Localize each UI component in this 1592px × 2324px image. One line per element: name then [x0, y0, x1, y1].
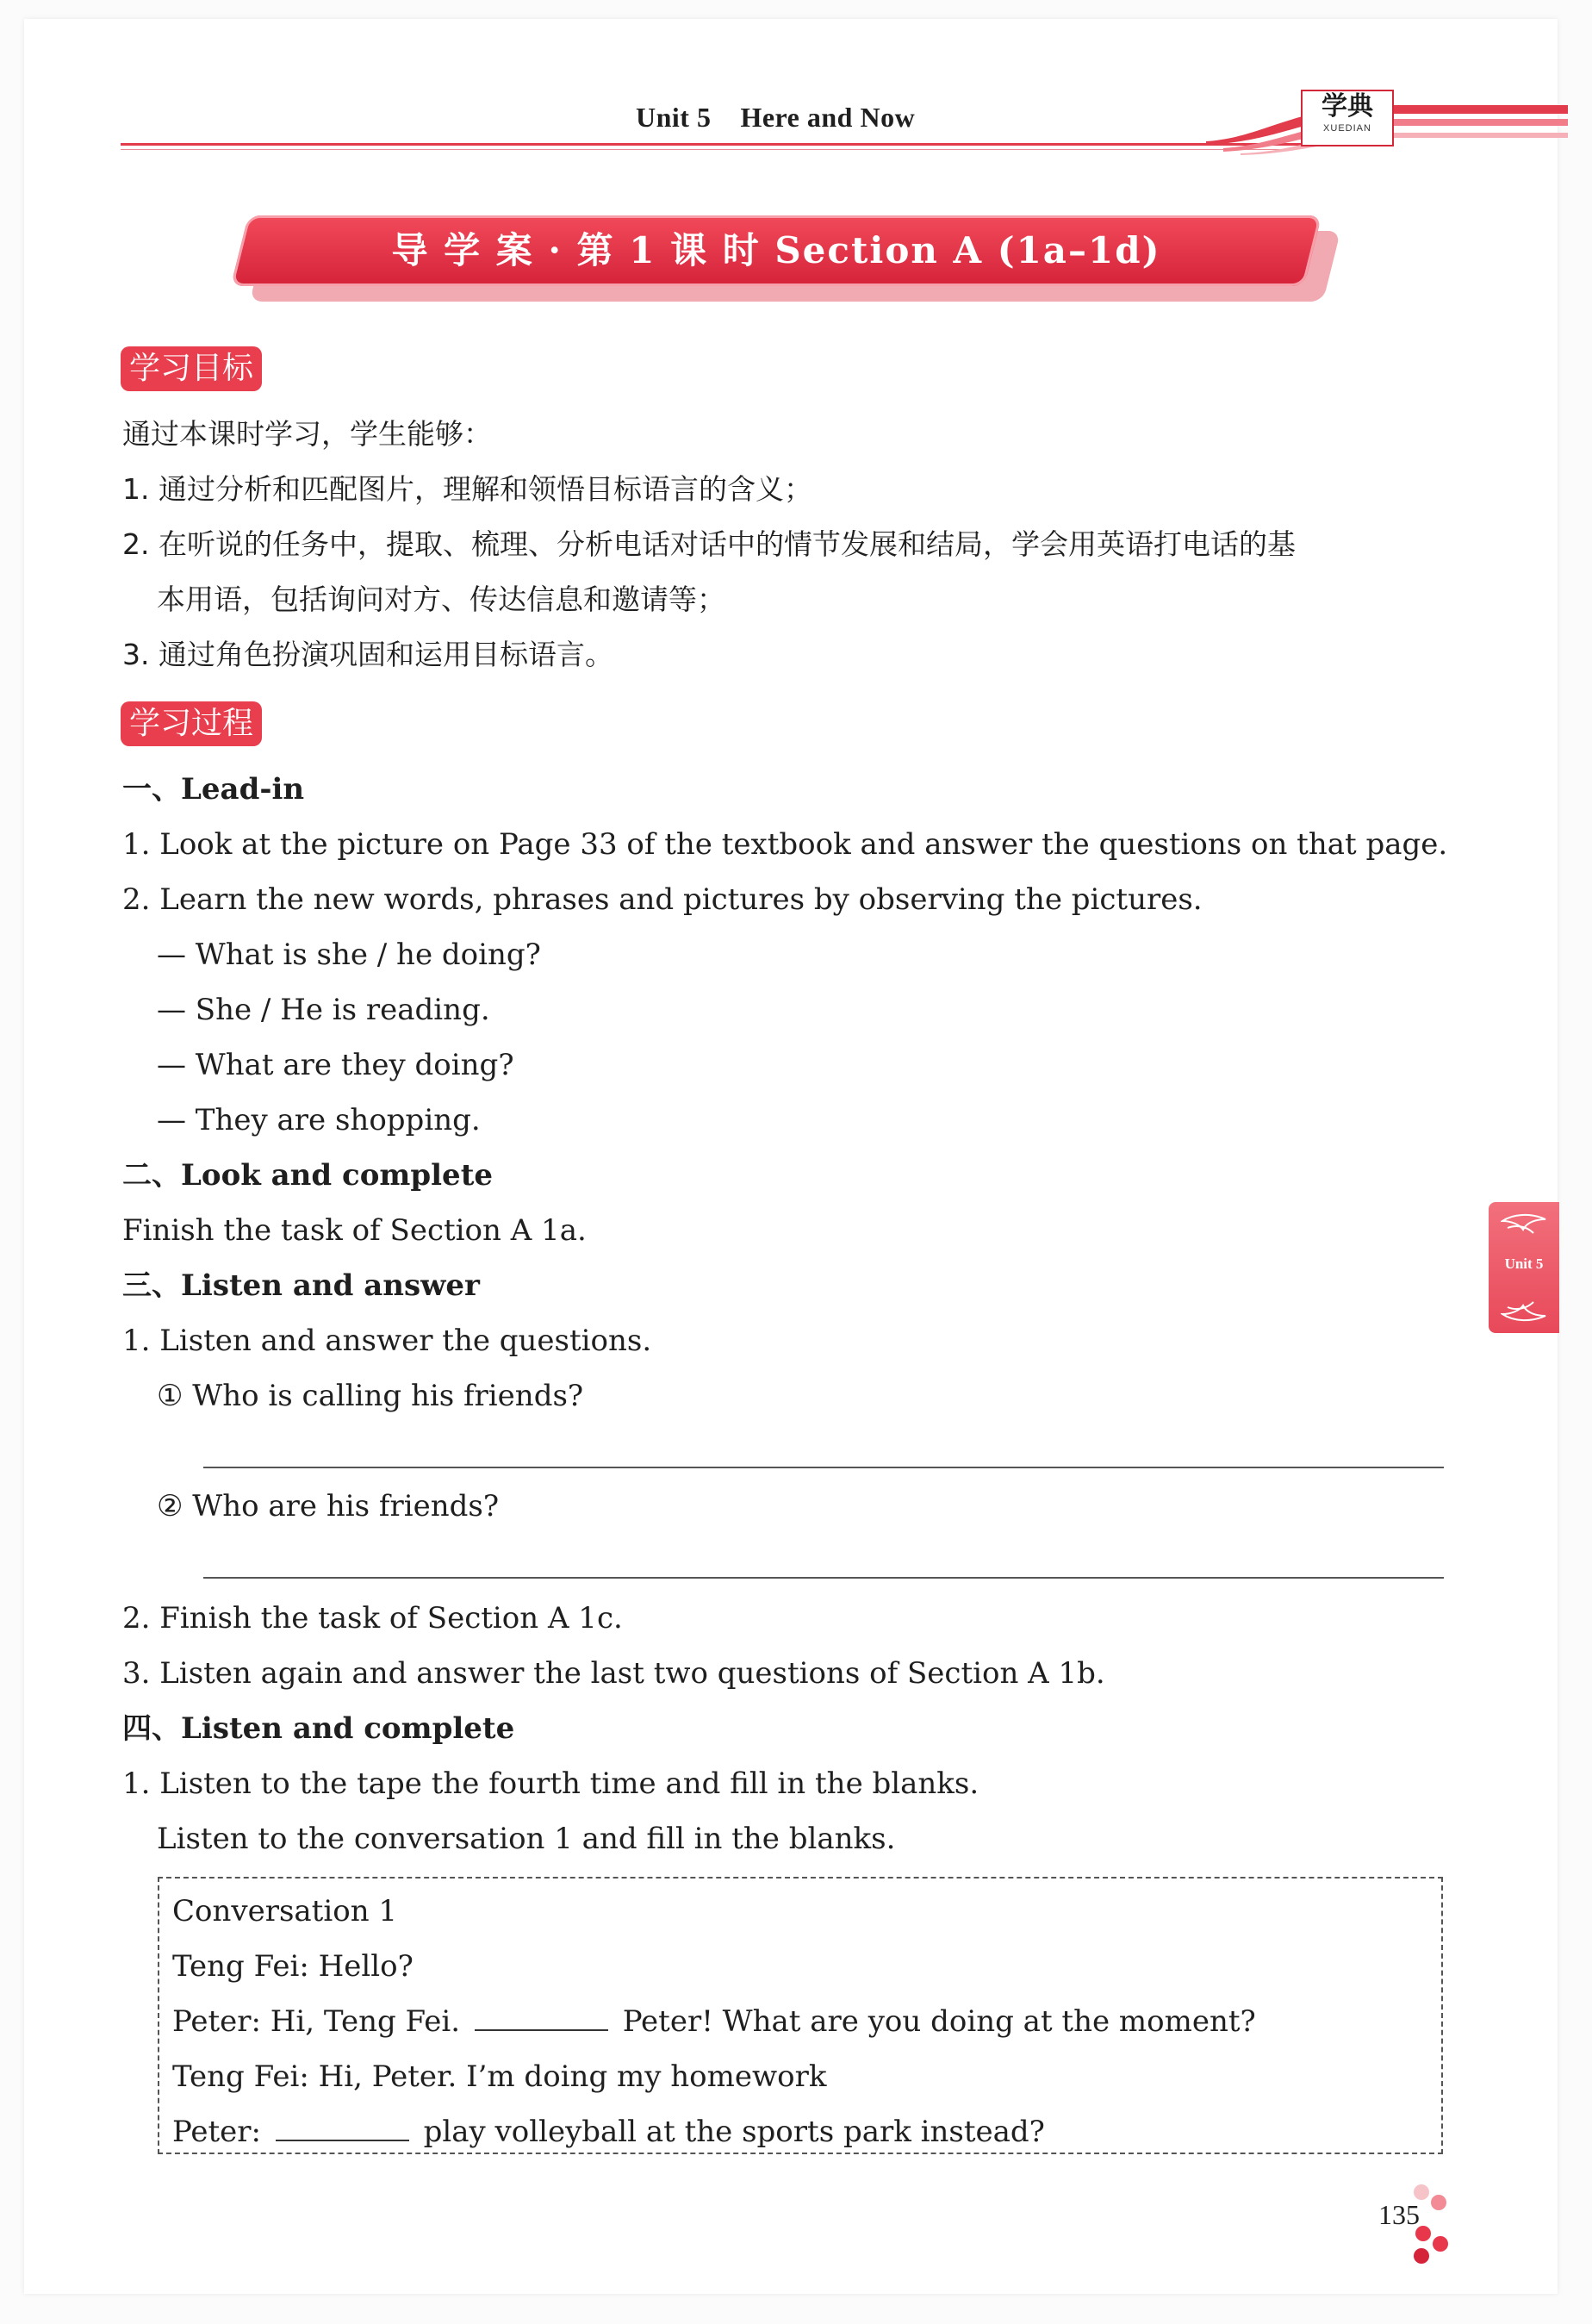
objectives-intro: 通过本课时学习，学生能够： [122, 417, 492, 451]
listen-complete-item: 1. Listen to the tape the fourth time and fill in the blanks. [122, 1766, 979, 1801]
section-heading-listen-complete: 四、Listen and complete [122, 1711, 515, 1746]
fill-blank[interactable] [276, 2114, 409, 2141]
answer-line-2[interactable] [203, 1577, 1444, 1579]
listen-answer-item: 3. Listen again and answer the last two questions of Section A 1b. [122, 1656, 1105, 1691]
objective-item: 3. 通过角色扮演巩固和运用目标语言。 [122, 638, 613, 671]
conversation-speaker-text: Peter: [172, 2115, 261, 2149]
lesson-banner-title: 导 学 案 · 第 1 课 时 Section A (1a–1d) [391, 229, 1161, 271]
question-1: ① Who is calling his friends? [157, 1379, 584, 1413]
listen-complete-subitem: Listen to the conversation 1 and fill in the blanks. [157, 1822, 896, 1856]
logo-cn-text: 学典 [1321, 91, 1373, 121]
wing-icon [1501, 1292, 1547, 1323]
look-complete-text: Finish the task of Section A 1a. [122, 1213, 587, 1248]
fill-blank[interactable] [475, 2003, 608, 2031]
conversation-speaker-text: Peter: Hi, Teng Fei. [172, 2004, 461, 2039]
page-number: 135 [1378, 2199, 1420, 2230]
objective-item: 2. 在听说的任务中，提取、梳理、分析电话对话中的情节发展和结局，学会用英语打电话的基 [122, 527, 1296, 561]
header-rule-thin [121, 149, 1292, 150]
listen-answer-item: 2. Finish the task of Section A 1c. [122, 1601, 623, 1636]
unit-side-tab [1489, 1202, 1559, 1333]
section-heading-listen-answer: 三、Listen and answer [122, 1268, 480, 1303]
section-heading-look-complete: 二、Look and complete [122, 1158, 494, 1193]
conversation-text: play volleyball at the sports park instead? [423, 2115, 1045, 2149]
dialogue-line: — What are they doing? [157, 1048, 514, 1082]
running-header [121, 91, 1469, 153]
conversation-line: Teng Fei: Hello? [172, 1949, 414, 1984]
conversation-text: Peter! What are you doing at the moment? [622, 2004, 1256, 2039]
side-tab-label: Unit 5 [1504, 1255, 1544, 1272]
process-tag: 学习过程 [121, 701, 262, 746]
dialogue-line: — What is she / he doing? [157, 938, 541, 972]
header-rule [121, 143, 1361, 146]
listen-answer-item: 1. Listen and answer the questions. [122, 1324, 652, 1358]
dialogue-line: — She / He is reading. [157, 993, 490, 1027]
logo-en-text: XUEDIAN [1323, 123, 1371, 134]
objectives-tag: 学习目标 [121, 346, 262, 391]
answer-line-1[interactable] [203, 1467, 1444, 1468]
dialogue-line: — They are shopping. [157, 1103, 481, 1137]
section-heading-lead-in: 一、Lead-in [122, 772, 305, 807]
conversation-line: Teng Fei: Hi, Peter. I’m doing my homework [172, 2059, 827, 2094]
running-title: Unit 5 Here and Now [636, 102, 916, 133]
objective-item: 1. 通过分析和匹配图片，理解和领悟目标语言的含义； [122, 472, 812, 506]
logo [1301, 90, 1394, 146]
lead-in-item: 1. Look at the picture on Page 33 of the textbook and answer the questions on that page. [122, 827, 1448, 862]
lead-in-item: 2. Learn the new words, phrases and pictures by observing the pictures. [122, 882, 1203, 917]
conversation-title: Conversation 1 [172, 1894, 398, 1928]
objective-item: 本用语，包括询问对方、传达信息和邀请等； [157, 583, 725, 616]
conversation-line [172, 2113, 1045, 2151]
question-2: ② Who are his friends? [157, 1489, 500, 1523]
conversation-line [172, 2003, 1256, 2041]
wing-icon [1501, 1212, 1547, 1243]
